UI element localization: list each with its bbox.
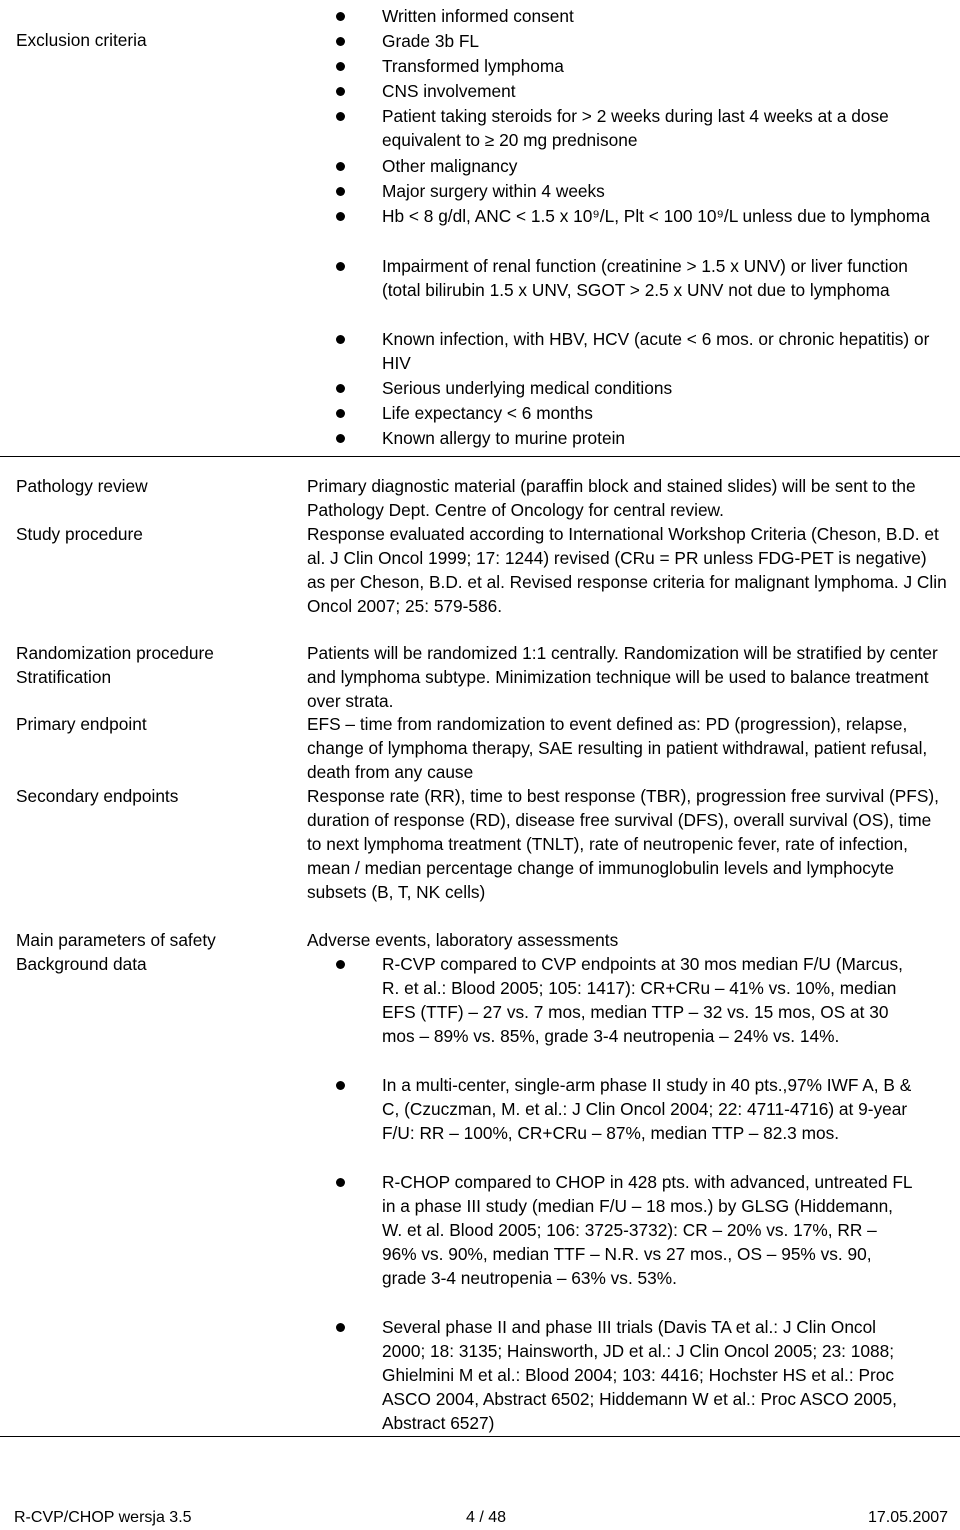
bullet-icon — [336, 212, 345, 221]
label-safety-parameters: Main parameters of safety — [16, 930, 216, 950]
bullet-icon — [336, 1081, 345, 1090]
label-exclusion-criteria: Exclusion criteria — [16, 30, 147, 50]
list-item: Impairment of renal function (creatinine > 1.5 x UNV) or liver function (total bilirubin 1.5 x UNV, SGOT > 2.5 x UNV not due to lymphoma — [334, 254, 940, 327]
label-pathology-review: Pathology review — [16, 476, 148, 496]
list-item: Several phase II and phase III trials (Davis TA et al.: J Clin Oncol 2000; 18: 3135; Hainsworth, JD et al.: J Clin Oncol 2005; 23: 1088; Ghielmini M et al.: Blood 2004; 103: 4416; Hochster HS et al.: Proc ASCO 2004, Abstract 6502; Hiddemann W et al.: Proc ASCO 2005, Abstract 6527) — [334, 1315, 914, 1435]
bullet-icon — [336, 62, 345, 71]
list-item: Other malignancy — [334, 154, 940, 179]
bullet-icon — [336, 187, 345, 196]
list-item: Life expectancy < 6 months — [334, 401, 940, 426]
footer-version: R-CVP/CHOP wersja 3.5 — [14, 1509, 192, 1526]
randomization-text: Patients will be randomized 1:1 centrally. Randomization will be stratified by center and lymphoma subtype. Minimization technique will be used to balance treatment over strata. — [307, 643, 938, 711]
bullet-icon — [336, 112, 345, 121]
list-item: Grade 3b FL — [334, 29, 940, 54]
list-item: R-CHOP compared to CHOP in 428 pts. with advanced, untreated FL in a phase III study (median F/U – 18 mos.) by GLSG (Hiddemann, W. et al. Blood 2005; 106: 3725-3732): CR – 20% vs. 17%, RR – 96% vs. 90%, median TTF – N.R. vs 27 mos., OS – 95% vs. 90, grade 3-4 neutropenia – 63% vs. 53%. — [334, 1170, 914, 1315]
bullet-icon — [336, 12, 345, 21]
background-data-list — [334, 952, 914, 1435]
bullet-icon — [336, 37, 345, 46]
list-item: R-CVP compared to CVP endpoints at 30 mos median F/U (Marcus, R. et al.: Blood 2005; 105: 1417): CR+CRu – 41% vs. 10%, median EFS (TTF) – 27 vs. 7 mos, median TTP – 32 vs. 15 mos, OS at 30 mos – 89% vs. 85%, grade 3-4 neutropenia – 24% vs. 14%. — [334, 952, 914, 1073]
label-study-procedure: Study procedure — [16, 524, 143, 544]
bullet-icon — [336, 1323, 345, 1332]
bullet-icon — [336, 434, 345, 443]
list-item: CNS involvement — [334, 79, 940, 104]
list-item: Major surgery within 4 weeks — [334, 179, 940, 204]
bullet-icon — [336, 960, 345, 969]
table-bottom-rule — [0, 1436, 960, 1437]
bullet-icon — [336, 335, 345, 344]
safety-parameters-text: Adverse events, laboratory assessments — [307, 930, 619, 950]
bullet-icon — [336, 87, 345, 96]
footer-date: 17.05.2007 — [868, 1509, 949, 1526]
list-item: Transformed lymphoma — [334, 54, 940, 79]
list-item: Patient taking steroids for > 2 weeks during last 4 weeks at a dose equivalent to ≥ 20 mg prednisone — [334, 104, 940, 154]
label-randomization-procedure: Randomization procedure — [16, 643, 214, 663]
label-secondary-endpoints: Secondary endpoints — [16, 786, 179, 806]
label-background-data: Background data — [16, 954, 147, 974]
bullet-icon — [336, 409, 345, 418]
footer-page-number: 4 / 48 — [466, 1509, 507, 1526]
bullet-icon — [336, 162, 345, 171]
study-procedure-text: Response evaluated according to International Workshop Criteria (Cheson, B.D. et al. J Clin Oncol 1999; 17: 1244) revised (CRu = PR unless FDG-PET is negative) as per Cheson, B.D. et al. Revised response criteria for malignant lymphoma. J Clin Oncol 2007; 25: 579-586. — [307, 524, 947, 616]
secondary-endpoints-text: Response rate (RR), time to best response (TBR), progression free survival (PFS), duration of response (RD), disease free survival (DFS), overall survival (OS), time to next lymphoma treatment (TNLT), rate of neutropenic fever, rate of infection, mean / median percentage change of immunoglobulin levels and lymphocyte subsets (B, T, NK cells) — [307, 786, 939, 902]
list-item: Known infection, with HBV, HCV (acute < 6 mos. or chronic hepatitis) or HIV — [334, 327, 940, 376]
list-item: Serious underlying medical conditions — [334, 376, 940, 401]
primary-endpoint-text: EFS – time from randomization to event defined as: PD (progression), relapse, change of lymphoma therapy, SAE resulting in patient withdrawal, patient refusal, death from any cause — [307, 714, 928, 782]
label-primary-endpoint: Primary endpoint — [16, 714, 147, 734]
list-item: Hb < 8 g/dl, ANC < 1.5 x 10⁹/L, Plt < 100 10⁹/L unless due to lymphoma — [334, 204, 940, 254]
bullet-icon — [336, 384, 345, 393]
label-stratification: Stratification — [16, 667, 112, 687]
list-item: Written informed consent — [334, 4, 940, 29]
list-item: Known allergy to murine protein — [334, 426, 940, 451]
exclusion-criteria-list — [334, 4, 940, 451]
bullet-icon — [336, 1178, 345, 1187]
bullet-icon — [336, 262, 345, 271]
pathology-review-text: Primary diagnostic material (paraffin block and stained slides) will be sent to the Pathology Dept. Centre of Oncology for central review. — [307, 476, 916, 520]
list-item: In a multi-center, single-arm phase II study in 40 pts.,97% IWF A, B & C, (Czuczman, M. et al.: J Clin Oncol 2004; 22: 4711-4716) at 9-year F/U: RR – 100%, CR+CRu – 87%, median TTP – 82.3 mos. — [334, 1073, 914, 1170]
section-divider — [0, 456, 960, 457]
